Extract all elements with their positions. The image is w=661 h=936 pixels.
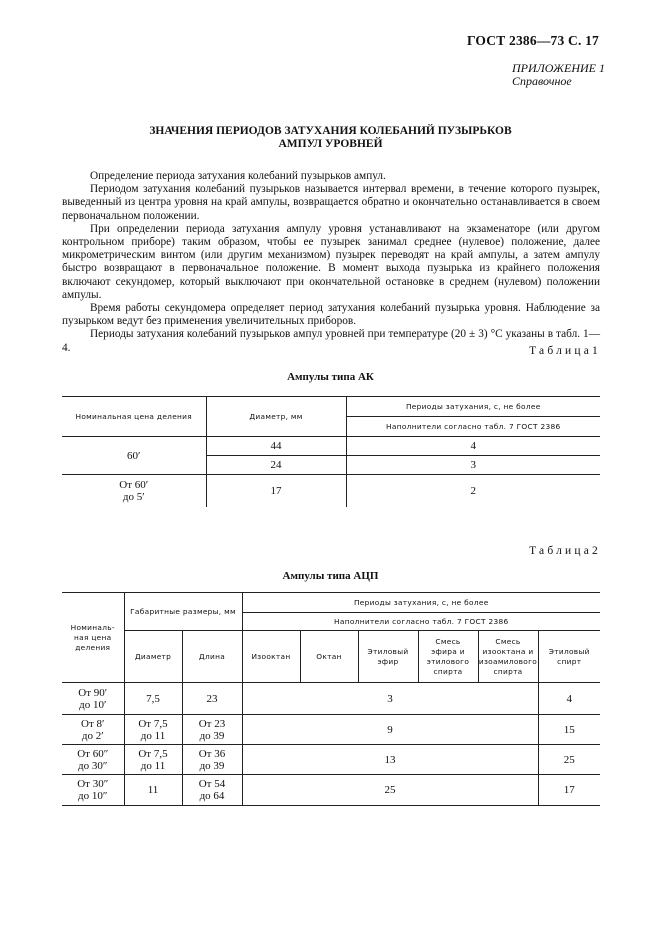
body-text <box>62 170 600 355</box>
t2-header-line: Смесь <box>495 636 521 646</box>
table-row <box>62 745 600 775</box>
t2-header-division <box>62 593 124 683</box>
t2-cell-line: до 39 <box>199 759 225 772</box>
t1-header-periods: Периоды затухания, с, не более <box>346 397 600 417</box>
t2-header-line: деления <box>75 642 111 652</box>
t2-cell-diameter: 7,5 <box>124 683 182 715</box>
t2-cell-line: до 10″ <box>78 790 108 802</box>
t2-cell-line: От 7,5 <box>138 747 168 760</box>
t2-cell-alcohol: 4 <box>538 683 600 715</box>
t1-division-line: От 60′ <box>119 478 149 491</box>
t2-cell-diameter <box>124 745 182 775</box>
t2-header-line: Смесь <box>435 636 461 646</box>
t2-header-line: эфира и <box>431 646 465 656</box>
t2-cell-alcohol: 17 <box>538 775 600 806</box>
t1-cell-division: 60′ <box>62 437 206 475</box>
t1-cell-period: 2 <box>346 475 600 507</box>
t2-cell-line: От 7,5 <box>138 717 168 730</box>
title-line-1: ЗНАЧЕНИЯ ПЕРИОДОВ ЗАТУХАНИЯ КОЛЕБАНИЙ ПУЗЫРЬКОВ <box>149 125 512 137</box>
t2-header-line: спирт <box>557 656 582 666</box>
t1-header-diameter: Диаметр, мм <box>206 397 346 437</box>
table2-label: Таблица2 <box>529 545 601 557</box>
t2-cell-division <box>62 775 124 806</box>
paragraph: При определении периода затухания ампулу уровня устанавливают на экзаменаторе (или другом контрольном приборе) таким образом, чтобы ее пузырек занимал среднее (нулевое) положение, далее микрометрическим винтом (или другим механизмом) пузырек переводят на край ампулы, а затем ампулу быстро возвращают в первоначальное положение. В момент выхода пузырька из крайнего положения включают секундомер, который выключают при окончательной остановке в среднем (нулевом) положении ампулы. <box>62 222 600 301</box>
t2-header-periods: Периоды затухания, с, не более <box>242 593 600 613</box>
t2-header-octane: Октан <box>300 631 358 683</box>
t1-cell-division <box>62 475 206 507</box>
t2-header-length: Длина <box>182 631 242 683</box>
t2-header-ether <box>358 631 418 683</box>
t2-header-line: спирта <box>433 666 463 676</box>
t2-cell-length: 23 <box>182 683 242 715</box>
t1-cell-period: 4 <box>346 437 600 456</box>
t2-cell-length <box>182 775 242 806</box>
t2-cell-line: до 11 <box>140 759 166 772</box>
t2-header-line: Этиловый <box>548 646 590 656</box>
t2-cell-division <box>62 745 124 775</box>
table1 <box>62 396 600 507</box>
t2-header-ethyl-alcohol <box>538 631 600 683</box>
t2-cell-period: 13 <box>242 745 538 775</box>
t2-header-isooctane: Изооктан <box>242 631 300 683</box>
t1-header-division: Номинальная цена деления <box>62 397 206 437</box>
t1-header-fillers: Наполнители согласно табл. 7 ГОСТ 2386 <box>346 417 600 437</box>
t2-cell-line: до 30″ <box>78 759 108 772</box>
t2-header-line: Этиловый <box>367 646 409 656</box>
table2-caption: Ампулы типа АЦП <box>282 570 379 582</box>
table-row <box>62 715 600 745</box>
t1-cell-diameter: 44 <box>206 437 346 456</box>
t2-cell-alcohol: 25 <box>538 745 600 775</box>
t2-cell-line: От 8′ <box>81 717 105 730</box>
table-row <box>62 683 600 715</box>
t1-cell-diameter: 24 <box>206 456 346 475</box>
t2-cell-line: до 10′ <box>79 698 107 711</box>
t2-header-fillers: Наполнители согласно табл. 7 ГОСТ 2386 <box>242 613 600 631</box>
t2-header-line: изооктана и <box>482 646 534 656</box>
t2-cell-line: до 64 <box>199 790 225 802</box>
t1-division-line: до 5′ <box>122 490 145 503</box>
t2-cell-line: От 36 <box>198 747 226 760</box>
t2-cell-diameter <box>124 715 182 745</box>
t1-cell-period: 3 <box>346 456 600 475</box>
document-title <box>0 125 661 151</box>
t2-cell-line: От 90′ <box>78 686 108 699</box>
appendix-subtitle: Справочное <box>512 74 572 88</box>
t2-cell-division <box>62 715 124 745</box>
t2-cell-line: От 60″ <box>77 747 109 760</box>
t2-header-line: Номиналь- <box>70 622 115 632</box>
t2-header-line: ная цена <box>74 632 112 642</box>
t2-cell-length <box>182 745 242 775</box>
t2-cell-alcohol: 15 <box>538 715 600 745</box>
t2-cell-line: до 2′ <box>81 729 104 742</box>
t2-cell-line: От 54 <box>198 778 226 790</box>
table1-caption: Ампулы типа АК <box>287 371 374 383</box>
t2-cell-line: От 30″ <box>77 778 109 790</box>
t2-header-line: этилового <box>426 656 470 666</box>
t1-cell-diameter: 17 <box>206 475 346 507</box>
table-row <box>62 775 600 806</box>
appendix-label <box>512 62 605 88</box>
paragraph: Время работы секундомера определяет период затухания колебаний пузырька уровня. Наблюдение за пузырьком ведут без применения увеличительных приборов. <box>62 302 600 328</box>
t2-header-dimensions: Габаритные размеры, мм <box>124 593 242 631</box>
paragraph: Определение периода затухания колебаний пузырьков ампул. <box>90 170 386 182</box>
t2-header-diameter: Диаметр <box>124 631 182 683</box>
table2 <box>62 592 600 806</box>
t2-cell-line: От 23 <box>198 717 226 730</box>
appendix-title: ПРИЛОЖЕНИЕ 1 <box>512 61 605 75</box>
table1-label: Таблица1 <box>529 345 601 357</box>
t2-cell-period: 25 <box>242 775 538 806</box>
title-line-2: АМПУЛ УРОВНЕЙ <box>278 138 383 150</box>
t2-header-line: эфир <box>377 656 399 666</box>
page-header: ГОСТ 2386—73 С. 17 <box>466 33 599 48</box>
t2-header-line: изоамилового <box>478 656 538 666</box>
t2-cell-line: до 39 <box>199 729 225 742</box>
t2-header-line: спирта <box>493 666 523 676</box>
paragraph: Периоды затухания колебаний пузырьков ампул уровней при температуре (20 ± 3) °С указаны в табл. 1—4. <box>62 328 600 354</box>
t2-header-ether-alcohol-mix <box>418 631 478 683</box>
t2-cell-period: 9 <box>242 715 538 745</box>
t2-cell-length <box>182 715 242 745</box>
table-row <box>62 475 600 507</box>
t2-cell-line: до 11 <box>140 729 166 742</box>
t2-cell-diameter: 11 <box>124 775 182 806</box>
paragraph: Периодом затухания колебаний пузырьков называется интервал времени, в течение которого пузырек, выведенный из центра уровня на край ампулы, возвращается обратно и окончательно останавливается в своем первоначальном положении. <box>62 183 600 222</box>
t2-cell-division <box>62 683 124 715</box>
t2-cell-period: 3 <box>242 683 538 715</box>
table-row <box>62 437 600 456</box>
t2-header-isooctane-isoamyl-mix <box>478 631 538 683</box>
